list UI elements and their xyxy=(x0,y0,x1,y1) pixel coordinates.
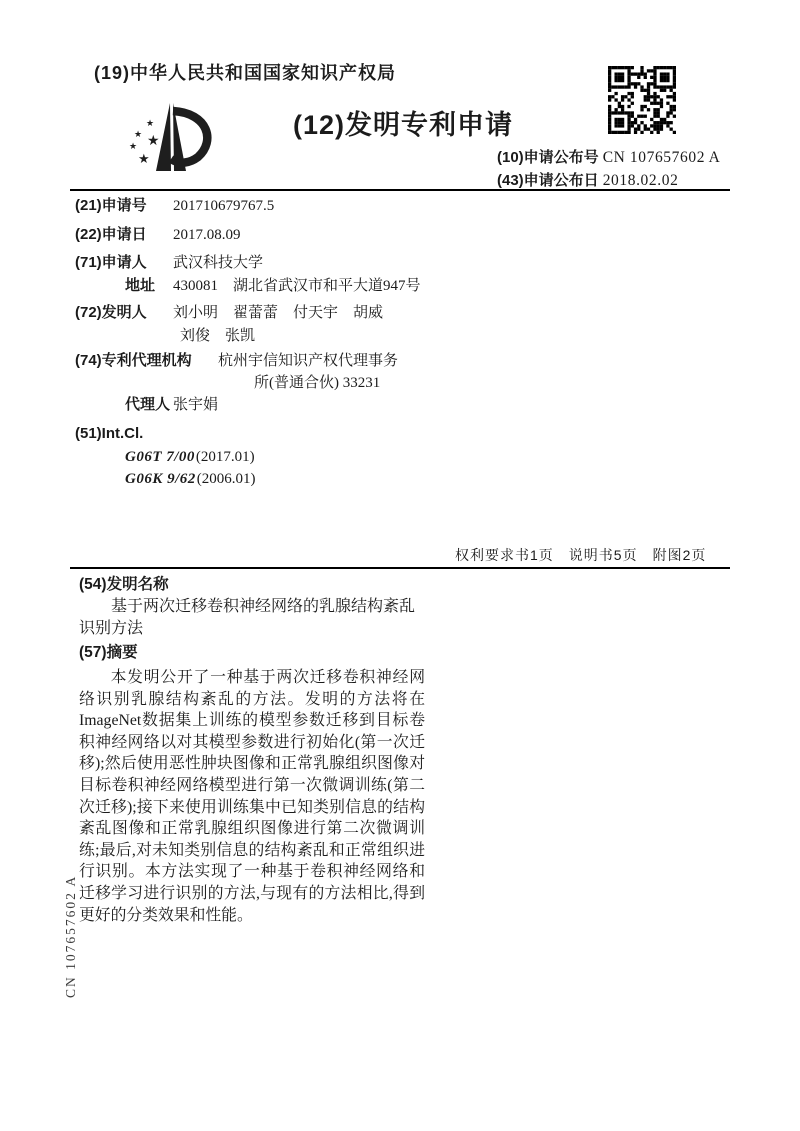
application-date-row xyxy=(75,226,495,244)
inventors-continuation-row xyxy=(75,327,495,345)
application-number-row xyxy=(75,197,495,215)
star-icon: ★ xyxy=(134,129,143,139)
agency-label: (74)专利代理机构 xyxy=(75,352,192,369)
header-divider-rule xyxy=(70,189,730,191)
publication-number-row xyxy=(497,146,720,169)
application-number-value: 201710679767.5 xyxy=(173,198,275,214)
application-date-label: (22)申请日 xyxy=(75,226,147,243)
publication-date-label: (43)申请公布日 xyxy=(497,172,599,189)
document-pages-info: 权利要求书1页 说明书5页 附图2页 xyxy=(455,547,707,563)
inventors-label: (72)发明人 xyxy=(75,304,147,321)
applicant-address-row xyxy=(125,277,495,295)
bibliographic-data xyxy=(75,197,495,488)
applicant-label: (71)申请人 xyxy=(75,254,147,271)
invention-title-label: (54)发明名称 xyxy=(79,576,169,593)
section-divider-rule xyxy=(70,567,730,569)
applicant-value: 武汉科技大学 xyxy=(173,255,264,271)
patent-office-name: (19)中华人民共和国国家知识产权局 xyxy=(94,63,397,83)
applicant-row xyxy=(75,254,495,272)
agent-value: 张宇娟 xyxy=(173,397,219,413)
ipc-date: (2006.01) xyxy=(196,471,256,487)
title-abstract-section xyxy=(79,575,425,926)
ipc-date: (2017.01) xyxy=(195,449,255,465)
star-icon: ★ xyxy=(146,118,155,128)
star-icon: ★ xyxy=(129,141,138,151)
inventors-line2: 刘俊 张凯 xyxy=(180,328,256,344)
inventors-line1: 刘小明 翟蕾蕾 付天宇 胡威 xyxy=(173,305,384,321)
qr-code-icon xyxy=(608,66,676,134)
ipc-row xyxy=(125,448,495,466)
inventors-row xyxy=(75,304,495,322)
ipc-row xyxy=(125,470,495,488)
address-label: 地址 xyxy=(125,277,156,294)
agency-line1: 杭州宇信知识产权代理事务 xyxy=(218,353,399,369)
agent-label: 代理人 xyxy=(125,396,171,413)
address-value: 430081 湖北省武汉市和平大道947号 xyxy=(173,278,421,294)
publication-number-value: CN 107657602 A xyxy=(602,149,721,166)
int-cl-label: (51)Int.Cl. xyxy=(75,425,144,442)
agent-row xyxy=(125,396,495,414)
int-cl-row xyxy=(75,425,495,443)
publication-date-value: 2018.02.02 xyxy=(602,172,679,189)
cnipa-logo-icon xyxy=(114,99,216,175)
agency-row xyxy=(75,352,495,370)
ipc-code: G06T 7/00 xyxy=(125,449,195,465)
publication-block xyxy=(497,146,720,192)
star-icon: ★ xyxy=(138,151,150,166)
agency-continuation-row xyxy=(75,374,495,392)
abstract-label: (57)摘要 xyxy=(79,644,138,661)
document-type-title: (12)发明专利申请 xyxy=(293,110,514,140)
application-number-label: (21)申请号 xyxy=(75,197,147,214)
invention-title: 基于两次迁移卷积神经网络的乳腺结构紊乱识别方法 xyxy=(79,598,416,637)
ipc-code: G06K 9/62 xyxy=(125,471,196,487)
star-icon: ★ xyxy=(147,132,160,148)
side-publication-code: CN 107657602 A xyxy=(63,874,78,998)
agency-line2: 所(普通合伙) 33231 xyxy=(254,375,381,391)
application-date-value: 2017.08.09 xyxy=(173,227,241,243)
publication-number-label: (10)申请公布号 xyxy=(497,149,599,166)
abstract-text: 本发明公开了一种基于两次迁移卷积神经网络识别乳腺结构紊乱的方法。发明的方法将在ImageNet数据集上训练的模型参数迁移到目标卷积神经网络以对其模型参数进行初始化(第一次迁移);然后使用恶性肿块图像和正常乳腺组织图像对目标卷积神经网络模型进行第一次微调训练(第二次迁移);接下来使用训练集中已知类别信息的结构紊乱图像和正常乳腺组织图像进行第二次微调训练;最后,对未知类别信息的结构紊乱和正常组织进行识别。本方法实现了一种基于卷积神经网络和迁移学习进行识别的方法,与现有的方法相比,得到更好的分类效果和性能。 xyxy=(79,669,425,924)
